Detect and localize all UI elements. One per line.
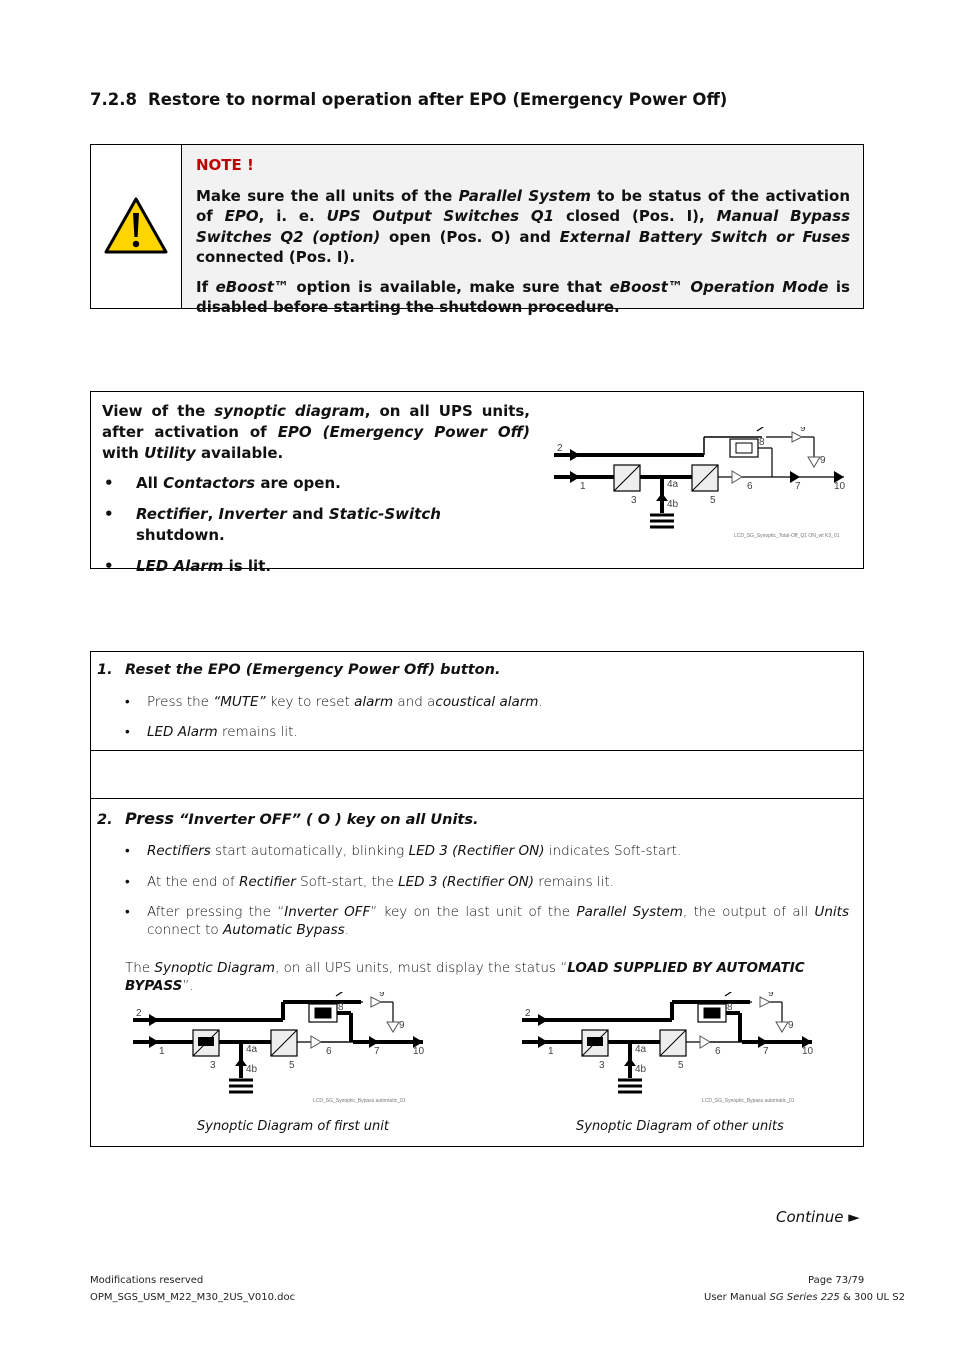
step-2-bullet: • At the end of Rectifier Soft-start, the LED 3 (Rectifier ON) remains lit.	[125, 873, 849, 891]
svg-text:4b: 4b	[246, 1064, 258, 1075]
svg-text:6: 6	[747, 481, 753, 492]
svg-text:LCD_SG_Synoptic_Bypass automat: LCD_SG_Synoptic_Bypass automatic_01	[702, 1098, 795, 1104]
svg-text:10: 10	[802, 1046, 814, 1057]
section-number: 7.2.8	[90, 90, 137, 109]
step-2-title	[97, 809, 479, 828]
svg-text:3: 3	[631, 495, 637, 506]
step-2-bullet: • After pressing the “Inverter OFF” key on the last unit of the Parallel System, the output of all Units connect to Automatic Bypass.	[125, 903, 849, 939]
svg-text:1: 1	[580, 481, 586, 492]
warning-triangle-icon	[104, 197, 168, 255]
svg-text:3: 3	[210, 1060, 216, 1071]
svg-text:1: 1	[159, 1046, 165, 1057]
note-text	[196, 155, 850, 327]
view-bullet: • All Contactors are open.	[102, 473, 530, 494]
step-1-title	[97, 662, 500, 678]
svg-text:8: 8	[759, 437, 765, 448]
svg-text:4b: 4b	[635, 1064, 647, 1075]
step-title-press: Press	[125, 809, 175, 828]
svg-text:7: 7	[795, 481, 801, 492]
step-1-bullet: • Press the “MUTE” key to reset alarm and acoustical alarm.	[125, 693, 849, 711]
svg-text:10: 10	[834, 481, 846, 492]
svg-text:6: 6	[715, 1046, 721, 1057]
svg-text:5: 5	[289, 1060, 295, 1071]
note-paragraph-1: Make sure the all units of the Parallel System to be status of the activation of EPO, i. e. UPS Output Switches Q1 closed (Pos. I), Manual Bypass Switches Q2 (option) open (Pos. O) and External Battery Switch or Fuses connected (Pos. I).	[196, 186, 851, 266]
section-heading	[90, 90, 727, 109]
svg-text:4a: 4a	[246, 1044, 258, 1055]
note-box	[90, 144, 864, 316]
svg-text:5: 5	[678, 1060, 684, 1071]
svg-text:7: 7	[374, 1046, 380, 1057]
svg-text:4a: 4a	[635, 1044, 647, 1055]
status-text: The Synoptic Diagram, on all UPS units, must display the status “LOAD SUPPLIED BY AUTOMATIC BYPASS”.	[125, 960, 805, 994]
svg-text:8: 8	[727, 1002, 733, 1013]
svg-text:9: 9	[820, 455, 826, 466]
svg-text:4a: 4a	[667, 479, 679, 490]
svg-text:1: 1	[548, 1046, 554, 1057]
step-2-bullet: • Rectifiers start automatically, blinking LED 3 (Rectifier ON) indicates Soft-start.	[125, 842, 849, 860]
svg-text:9: 9	[399, 1020, 405, 1031]
continue-label: Continue	[776, 1208, 844, 1226]
svg-text:8: 8	[338, 1002, 344, 1013]
note-title: NOTE !	[196, 156, 254, 174]
footer-manual: User Manual SG Series 225 & 300 UL S2	[704, 1292, 905, 1303]
row-divider	[91, 798, 863, 799]
svg-text:3: 3	[599, 1060, 605, 1071]
svg-text:9: 9	[768, 992, 774, 999]
view-bullet: • LED Alarm is lit.	[102, 556, 530, 577]
synoptic-diagram-other-units	[520, 992, 820, 1108]
footer-page: Page 73/79	[808, 1275, 865, 1286]
section-title: Restore to normal operation after EPO (Emergency Power Off)	[148, 90, 728, 109]
step-1-bullet: • LED Alarm remains lit.	[125, 723, 849, 741]
synoptic-diagram-first-unit	[131, 992, 431, 1108]
svg-text:5: 5	[710, 495, 716, 506]
svg-text:6: 6	[326, 1046, 332, 1057]
svg-text:10: 10	[413, 1046, 425, 1057]
step-number: 1.	[97, 662, 113, 678]
svg-text:4b: 4b	[667, 499, 679, 510]
svg-text:2: 2	[525, 1008, 531, 1019]
view-text	[102, 401, 530, 587]
view-bullet: • Rectifier, Inverter and Static-Switch shutdown.	[102, 504, 530, 546]
view-intro: View of the synoptic diagram, on all UPS units, after activation of EPO (Emergency Power Off) with Utility available.	[102, 402, 531, 462]
svg-text:2: 2	[136, 1008, 142, 1019]
footer-filename: OPM_SGS_USM_M22_M30_2US_V010.doc	[90, 1292, 296, 1303]
svg-text:9: 9	[800, 427, 806, 434]
synoptic-diagram-off	[552, 427, 852, 543]
caption-other-units: Synoptic Diagram of other units	[576, 1119, 784, 1134]
svg-text:9: 9	[379, 992, 385, 999]
warning-cell	[91, 145, 182, 308]
note-paragraph-2: If eBoost™ option is available, make sure that eBoost™ Operation Mode is disabled before starting the shutdown procedure.	[196, 277, 850, 316]
step-number: 2.	[97, 812, 113, 828]
row-divider	[91, 750, 863, 751]
continue-link[interactable]	[776, 1208, 860, 1226]
svg-text:9: 9	[788, 1020, 794, 1031]
footer-modifications: Modifications reserved	[90, 1275, 204, 1286]
svg-text:7: 7	[763, 1046, 769, 1057]
caption-first-unit: Synoptic Diagram of first unit	[197, 1119, 389, 1134]
svg-text:LCD_SG_Synoptic_Bypass automat: LCD_SG_Synoptic_Bypass automatic_01	[313, 1098, 406, 1104]
step-title-text: Reset the EPO (Emergency Power Off) button.	[125, 662, 501, 678]
step-title-text: “Inverter OFF” ( O ) key on all Units.	[174, 812, 479, 828]
steps-table	[90, 651, 864, 1147]
svg-text:LCD_SG_Synoptic_Total-Off_Q1 O: LCD_SG_Synoptic_Total-Off_Q1 ON_wt K3_01	[734, 533, 840, 539]
svg-text:2: 2	[557, 443, 563, 454]
arrow-right-icon: ►	[848, 1208, 860, 1226]
synoptic-view-box	[90, 391, 864, 575]
